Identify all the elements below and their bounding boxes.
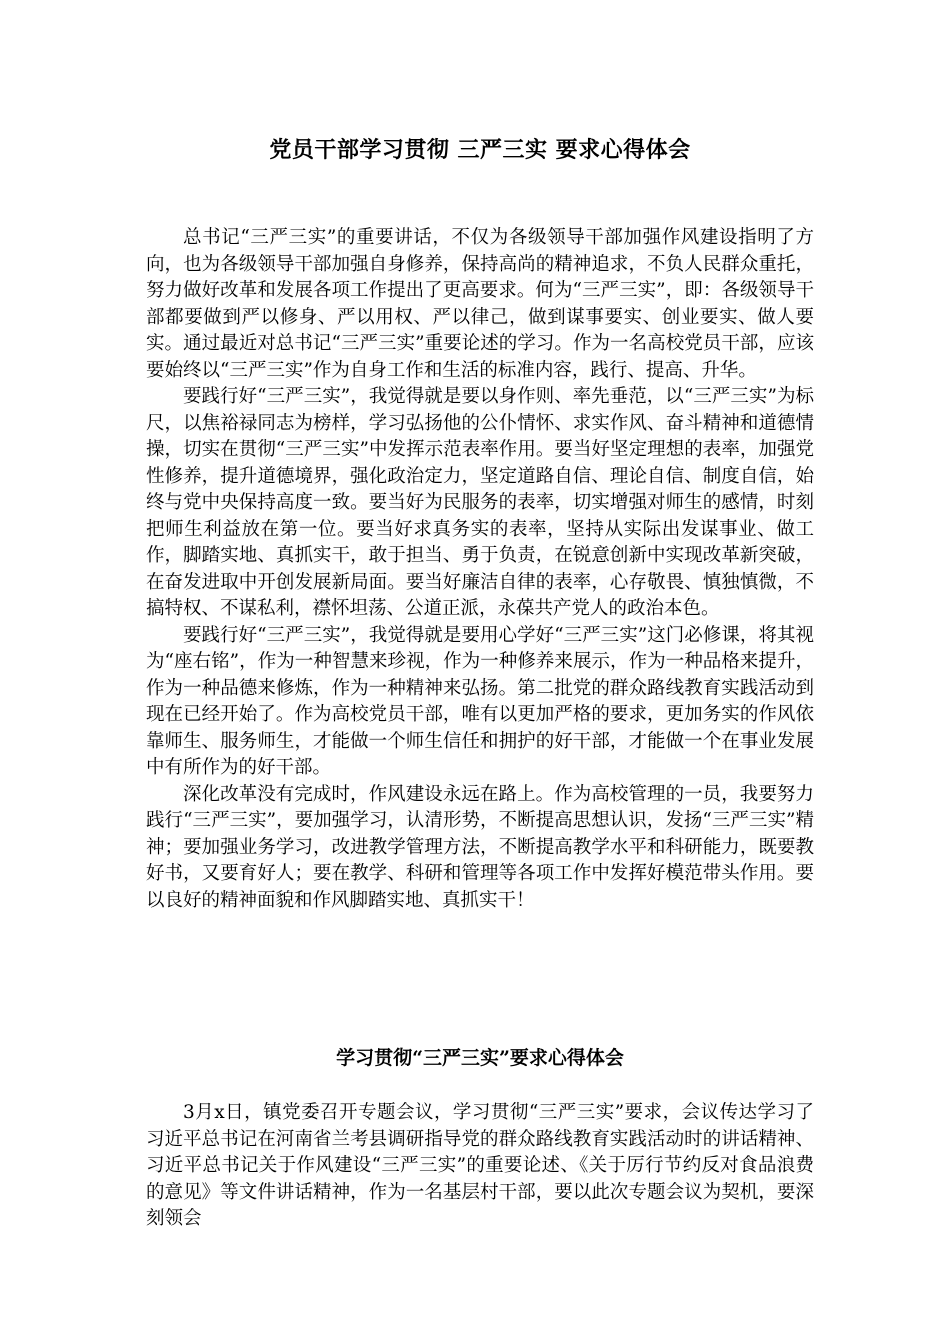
paragraph-1: 总书记“三严三实”的重要讲话，不仅为各级领导干部加强作风建设指明了方向，也为各级领导干部加强自身修养，保持高尚的精神追求，不负人民群众重托，努力做好改革和发展各项工作提出了更高要求。何为“三严三实”，即：各级领导干部都要做到严以修身、严以用权、严以律己，做到谋事要实、创业要实、做人要实。通过最近对总书记“三严三实”重要论述的学习。作为一名高校党员干部，应该要始终以“三严三实”作为自身工作和生活的标准内容，践行、提高、升华。	[146, 227, 814, 381]
document-title: 党员干部学习贯彻 三严三实 要求心得体会	[269, 137, 691, 163]
document-page	[146, 0, 814, 1344]
paragraph-3: 要践行好“三严三实”，我觉得就是要用心学好“三严三实”这门必修课，将其视为“座右铭”，作为一种智慧来珍视，作为一种修养来展示，作为一种品格来提升，作为一种品德来修炼，作为一种精神来弘扬。第二批党的群众路线教育实践活动到现在已经开始了。作为高校党员干部，唯有以更加严格的要求，更加务实的作风依靠师生、服务师生，才能做一个师生信任和拥护的好干部，才能做一个在事业发展中有所作为的好干部。	[146, 624, 814, 778]
paragraph-2: 要践行好“三严三实”，我觉得就是要以身作则、率先垂范，以“三严三实”为标尺，以焦裕禄同志为榜样，学习弘扬他的公仆情怀、求实作风、奋斗精神和道德情操，切实在贯彻“三严三实”中发挥示范表率作用。要当好坚定理想的表率，加强党性修养，提升道德境界，强化政治定力，坚定道路自信、理论自信、制度自信，始终与党中央保持高度一致。要当好为民服务的表率，切实增强对师生的感情，时刻把师生利益放在第一位。要当好求真务实的表率，坚持从实际出发谋事业、做工作，脚踏实地、真抓实干，敢于担当、勇于负责，在锐意创新中实现改革新突破，在奋发进取中开创发展新局面。要当好廉洁自律的表率，心存敬畏、慎独慎微，不搞特权、不谋私利，襟怀坦荡、公道正派，永葆共产党人的政治本色。	[146, 386, 814, 619]
section-2-body	[146, 1100, 814, 1233]
section-2-title: 学习贯彻“三严三实”要求心得体会	[336, 1047, 624, 1069]
paragraph-4: 深化改革没有完成时，作风建设永远在路上。作为高校管理的一员，我要努力践行“三严三实”，要加强学习，认清形势，不断提高思想认识，发扬“三严三实”精神；要加强业务学习，改进教学管理方法，不断提高教学水平和科研能力，既要教好书，又要育好人；要在教学、科研和管理等各项工作中发挥好模范带头作用。要以良好的精神面貌和作风脚踏实地、真抓实干！	[146, 783, 814, 911]
paragraph-5: 3月x日，镇党委召开专题会议，学习贯彻“三严三实”要求，会议传达学习了习近平总书记在河南省兰考县调研指导党的群众路线教育实践活动时的讲话精神、习近平总书记关于作风建设“三严三实”的重要论述、《关于厉行节约反对食品浪费的意见》等文件讲话精神，作为一名基层村干部，要以此次专题会议为契机，要深刻领会	[146, 1102, 814, 1229]
section-1-body	[146, 225, 814, 914]
